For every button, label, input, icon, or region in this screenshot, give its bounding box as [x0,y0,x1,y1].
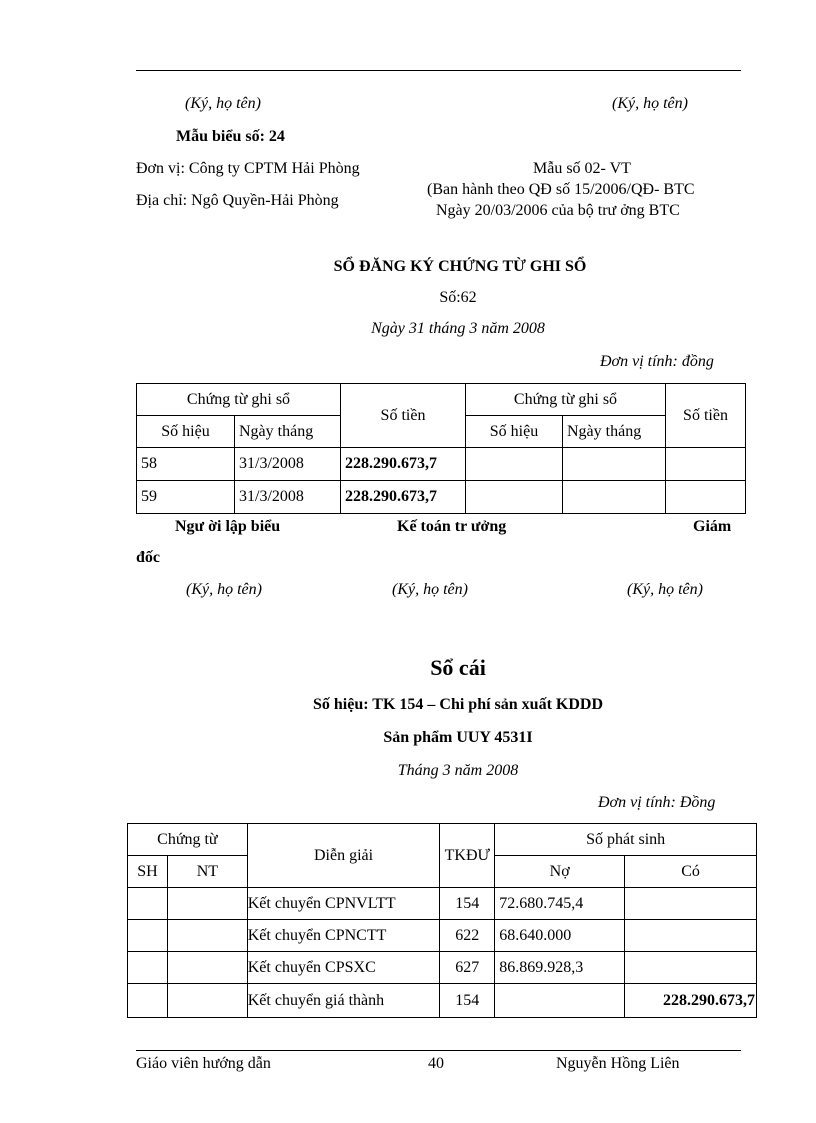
register-header-number: Số hiệu [137,416,235,448]
footer-supervisor: Giáo viên hướng dẫn [136,1055,271,1072]
ledger-header-description: Diễn giải [247,824,440,888]
ledger-currency-unit: Đơn vị tính: Đồng [598,794,716,811]
table-row [128,920,757,952]
ledger-cell-nt [167,888,247,920]
director-title-cont: đốc [136,549,160,566]
register-cell-amount: 228.290.673,7 [341,448,466,481]
ledger-cell-tkdu: 154 [440,984,495,1018]
signature-note-left: (Ký, họ tên) [185,95,261,112]
register-header-amount-2: Số tiền [666,384,746,448]
signature-note-accountant: (Ký, họ tên) [392,581,468,598]
register-cell-empty [563,448,666,481]
unit-label: Đơn vị: Công ty CPTM Hải Phòng [136,160,360,177]
ledger-cell-description: Kết chuyển giá thành [247,984,440,1018]
table-row [137,481,746,514]
register-header-voucher: Chứng từ ghi sổ [137,384,341,416]
register-header-voucher-2: Chứng từ ghi sổ [466,384,666,416]
table-row [128,984,757,1018]
ledger-cell-nt [167,952,247,984]
ledger-cell-credit: 228.290.673,7 [625,984,757,1018]
register-currency-unit: Đơn vị tính: đồng [600,353,714,370]
decree-line-1: (Ban hành theo QĐ số 15/2006/QĐ- BTC [427,181,695,198]
signature-note-director: (Ký, họ tên) [627,581,703,598]
header-rule [136,70,741,71]
ledger-cell-nt [167,920,247,952]
table-row [128,888,757,920]
chief-accountant-title: Kế toán tr ưởng [397,518,507,535]
ledger-header-tkdu: TKĐƯ [440,824,495,888]
register-cell-number: 59 [137,481,235,514]
ledger-header-arising: Số phát sinh [495,824,757,856]
register-title: SỔ ĐĂNG KÝ CHỨNG TỪ GHI SỔ [333,258,587,275]
register-cell-number: 58 [137,448,235,481]
table-row [137,448,746,481]
ledger-cell-tkdu: 622 [440,920,495,952]
ledger-cell-sh [128,888,168,920]
ledger-table [127,823,757,1018]
ledger-cell-tkdu: 154 [440,888,495,920]
ledger-cell-debit: 68.640.000 [495,920,625,952]
preparer-title: Ngư ời lập biểu [175,518,281,535]
ledger-header-debit: Nợ [495,856,625,888]
ledger-cell-sh [128,984,168,1018]
register-cell-amount: 228.290.673,7 [341,481,466,514]
decree-line-2: Ngày 20/03/2006 của bộ trư ởng BTC [436,202,680,219]
ledger-header-nt: NT [167,856,247,888]
ledger-cell-credit [625,952,757,984]
register-cell-empty [563,481,666,514]
director-title: Giám [693,518,732,535]
ledger-cell-nt [167,984,247,1018]
register-header-date-2: Ngày tháng [563,416,666,448]
register-cell-empty [466,448,563,481]
ledger-header-voucher: Chứng từ [128,824,248,856]
ledger-product: Sản phẩm UUY 4531I [383,729,533,746]
register-number: Số:62 [439,289,477,306]
page-number: 40 [428,1055,444,1072]
ledger-cell-debit [495,984,625,1018]
ledger-cell-debit: 86.869.928,3 [495,952,625,984]
form-number: Mẫu biểu số: 24 [176,128,285,145]
ledger-cell-credit [625,920,757,952]
signature-note-right: (Ký, họ tên) [612,95,688,112]
register-cell-empty [666,448,746,481]
register-header-number-2: Số hiệu [466,416,563,448]
form-code: Mẫu số 02- VT [533,160,631,177]
ledger-cell-tkdu: 627 [440,952,495,984]
ledger-title: Sổ cái [430,655,486,680]
footer-rule [136,1050,741,1051]
ledger-cell-debit: 72.680.745,4 [495,888,625,920]
register-header-amount: Số tiền [341,384,466,448]
footer-author: Nguyễn Hồng Liên [556,1055,680,1072]
ledger-header-credit: Có [625,856,757,888]
ledger-cell-sh [128,952,168,984]
ledger-account: Số hiệu: TK 154 – Chi phí sản xuất KDDD [313,696,603,713]
register-cell-date: 31/3/2008 [235,481,341,514]
register-date: Ngày 31 tháng 3 năm 2008 [371,320,545,337]
register-cell-date: 31/3/2008 [235,448,341,481]
register-table [136,383,746,514]
ledger-cell-credit [625,888,757,920]
ledger-header-sh: SH [128,856,168,888]
address-label: Địa chỉ: Ngô Quyền-Hải Phòng [136,192,339,209]
signature-note-preparer: (Ký, họ tên) [186,581,262,598]
register-cell-empty [466,481,563,514]
ledger-cell-sh [128,920,168,952]
ledger-period: Tháng 3 năm 2008 [397,762,519,779]
register-cell-empty [666,481,746,514]
ledger-cell-description: Kết chuyển CPSXC [247,952,440,984]
table-row [128,952,757,984]
ledger-cell-description: Kết chuyển CPNCTT [247,920,440,952]
ledger-cell-description: Kết chuyển CPNVLTT [247,888,440,920]
register-header-date: Ngày tháng [235,416,341,448]
